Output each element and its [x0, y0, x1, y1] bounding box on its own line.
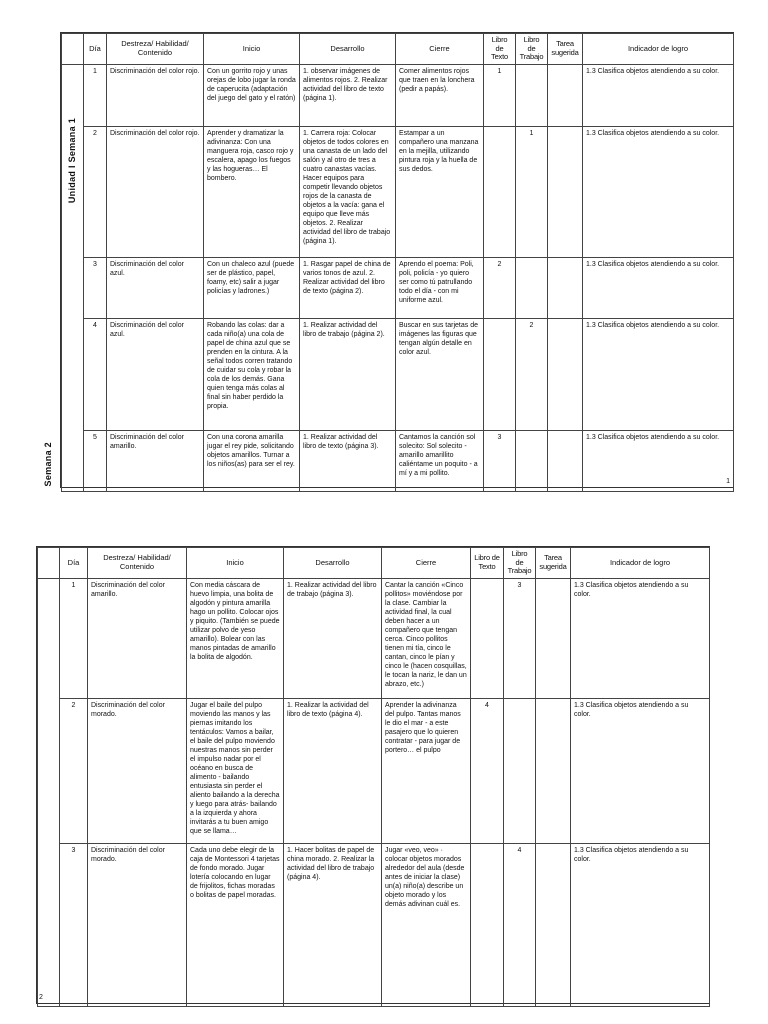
- cell-inicio: Con un gorrito rojo y unas orejas de lobo jugar la ronda de caperucita (adaptación del juego del gato y el ratón): [204, 64, 300, 126]
- cell-dia: 1: [60, 578, 88, 698]
- cell-indicador: 1.3 Clasifica objetos atendiendo a su color.: [571, 843, 710, 1006]
- cell-dia: 2: [84, 126, 107, 257]
- header-row: [62, 34, 734, 65]
- header-libro-trabajo: Libro de Trabajo: [504, 548, 536, 579]
- cell-inicio: Con media cáscara de huevo limpia, una bolita de algodón y pintura amarilla hago un pollito. Colocar ojos y piquito. (También se puede utilizar polvo de yeso amarillo). Bolear con las manos pintadas de amarillo la bolita de algodón.: [187, 578, 284, 698]
- cell-cierre: Aprendo el poema: Poli, poli, policía - yo quiero ser como tú patrullando todo el día - con mi uniforme azul.: [396, 257, 484, 318]
- cell-indicador: 1.3 Clasifica objetos atendiendo a su color.: [583, 257, 734, 318]
- cell-indicador: 1.3 Clasifica objetos atendiendo a su color.: [571, 578, 710, 698]
- cell-tarea: [536, 578, 571, 698]
- cell-destreza: Discriminación del color rojo.: [107, 126, 204, 257]
- cell-cierre: Cantamos la canción sol solecito: Sol solecito - amarillo amarillito caliéntame un poquito - a mí y a mi pollito.: [396, 430, 484, 491]
- cell-libro-trabajo: [516, 257, 548, 318]
- header-libro-texto: Libro de Texto: [484, 34, 516, 65]
- header-desarrollo: Desarrollo: [284, 548, 382, 579]
- cell-dia: 3: [84, 257, 107, 318]
- cell-libro-texto: [471, 843, 504, 1006]
- cell-inicio: Con una corona amarilla jugar el rey pide, solicitando objetos amarillos. Turnar a los niños(as) para ser el rey.: [204, 430, 300, 491]
- header-libro-texto: Libro de Texto: [471, 548, 504, 579]
- table-row: [38, 843, 710, 1006]
- cell-dia: 4: [84, 318, 107, 430]
- cell-tarea: [536, 843, 571, 1006]
- side-label-text: Unidad I Semana 1: [67, 117, 77, 203]
- header-dia: Día: [60, 548, 88, 579]
- cell-libro-trabajo: 2: [516, 318, 548, 430]
- cell-cierre: Comer alimentos rojos que traen en la lonchera (pedir a papás).: [396, 64, 484, 126]
- header-cierre: Cierre: [382, 548, 471, 579]
- cell-destreza: Discriminación del color azul.: [107, 318, 204, 430]
- header-indicador: Indicador de logro: [583, 34, 734, 65]
- cell-libro-trabajo: 1: [516, 126, 548, 257]
- cell-libro-texto: 4: [471, 698, 504, 843]
- cell-cierre: Cantar la canción «Cinco pollitos» moviéndose por la clase. Cambiar la actividad final, la cual deben hacer a un compañero que tengan cerca. Cinco pollitos tienen mi tía, cinco le cantan, cinco le pían y cinco le (hacen cosquillas, le tocan la nariz, le dan un abrazo, etc.): [382, 578, 471, 698]
- cell-desarrollo: 1. Realizar actividad del libro de trabajo (página 2).: [300, 318, 396, 430]
- cell-tarea: [548, 318, 583, 430]
- cell-desarrollo: 1. Rasgar papel de china de varios tonos de azul. 2. Realizar actividad del libro de texto (página 2).: [300, 257, 396, 318]
- cell-destreza: Discriminación del color morado.: [88, 698, 187, 843]
- side-header-blank: [62, 34, 84, 65]
- cell-desarrollo: 1. observar imágenes de alimentos rojos. 2. Realizar actividad del libro de texto (página 1).: [300, 64, 396, 126]
- cell-desarrollo: 1. Carrera roja: Colocar objetos de todos colores en una canasta de un lado del salón y al otro de tres a cuatro canastas vacías. Hacer equipos para competir llevando objetos rojos de la canasta de objetos a la vacía: gana el equipo que lleve más objetos. 2. Realizar actividad del libro de trabajo (página 1).: [300, 126, 396, 257]
- header-libro-trabajo: Libro de Trabajo: [516, 34, 548, 65]
- cell-cierre: Jugar «veo, veo» · colocar objetos morados alrededor del aula (desde antes de iniciar la clase) un(a) niño(a) describe un objeto morado y los demás adivinan cuál es.: [382, 843, 471, 1006]
- cell-indicador: 1.3 Clasifica objetos atendiendo a su color.: [583, 126, 734, 257]
- cell-tarea: [548, 64, 583, 126]
- cell-destreza: Discriminación del color azul.: [107, 257, 204, 318]
- table-row: [62, 126, 734, 257]
- header-cierre: Cierre: [396, 34, 484, 65]
- cell-libro-trabajo: 4: [504, 843, 536, 1006]
- cell-libro-trabajo: [504, 698, 536, 843]
- header-destreza: Destreza/ Habilidad/ Contenido: [107, 34, 204, 65]
- table-row: [62, 318, 734, 430]
- cell-inicio: Jugar el baile del pulpo moviendo las manos y las piernas imitando los tentáculos: Vamos a bailar, el baile del pulpo moviendo nuestras manos sin perder el impulso nadar por el océano en busca de alimento - bailando entusiasta sin perder el aliento bailando a la derecha y luego para atrás- bailando a la izquierda y ahora invitarás a tu buen amigo que se llama…: [187, 698, 284, 843]
- table-row: [62, 257, 734, 318]
- page-number: 2: [39, 994, 43, 1001]
- cell-indicador: 1.3 Clasifica objetos atendiendo a su color.: [583, 64, 734, 126]
- planning-page-1: [60, 32, 734, 488]
- side-label-text: Semana 2: [43, 442, 53, 487]
- week-side-label: [38, 442, 60, 1006]
- cell-indicador: 1.3 Clasifica objetos atendiendo a su color.: [571, 698, 710, 843]
- cell-inicio: Robando las colas: dar a cada niño(a) una cola de papel de china azul que se prenden en la cintura. A la señal todos corren tratando de cuidar su cola y robar la cola de los demás. Gana quien tenga más colas al final sin haber perdido la propia.: [204, 318, 300, 430]
- cell-destreza: Discriminación del color amarillo.: [107, 430, 204, 491]
- cell-cierre: Aprender la adivinanza del pulpo. Tantas manos le dio el mar - a este pasajero que lo quieren contratar - para jugar de portero… el pulpo: [382, 698, 471, 843]
- cell-desarrollo: 1. Hacer bolitas de papel de china morado. 2. Realizar la actividad del libro de trabajo (página 4).: [284, 843, 382, 1006]
- header-inicio: Inicio: [187, 548, 284, 579]
- cell-destreza: Discriminación del color morado.: [88, 843, 187, 1006]
- header-indicador: Indicador de logro: [571, 548, 710, 579]
- cell-libro-texto: 2: [484, 257, 516, 318]
- cell-desarrollo: 1. Realizar la actividad del libro de texto (página 4).: [284, 698, 382, 843]
- cell-libro-trabajo: [516, 430, 548, 491]
- cell-libro-trabajo: [516, 64, 548, 126]
- cell-indicador: 1.3 Clasifica objetos atendiendo a su color.: [583, 430, 734, 491]
- cell-inicio: Con un chaleco azul (puede ser de plástico, papel, foamy, etc) salir a jugar policías y ladrones.): [204, 257, 300, 318]
- cell-libro-texto: [484, 126, 516, 257]
- table-row: [62, 430, 734, 491]
- header-desarrollo: Desarrollo: [300, 34, 396, 65]
- header-dia: Día: [84, 34, 107, 65]
- cell-desarrollo: 1. Realizar actividad del libro de texto (página 3).: [300, 430, 396, 491]
- cell-libro-texto: [484, 318, 516, 430]
- table-row: [38, 578, 710, 698]
- cell-destreza: Discriminación del color amarillo.: [88, 578, 187, 698]
- cell-dia: 2: [60, 698, 88, 843]
- cell-libro-texto: [471, 578, 504, 698]
- cell-desarrollo: 1. Realizar actividad del libro de trabajo (página 3).: [284, 578, 382, 698]
- cell-indicador: 1.3 Clasifica objetos atendiendo a su color.: [583, 318, 734, 430]
- header-tarea: Tarea sugerida: [536, 548, 571, 579]
- cell-dia: 5: [84, 430, 107, 491]
- cell-libro-texto: 1: [484, 64, 516, 126]
- cell-tarea: [548, 430, 583, 491]
- cell-tarea: [548, 126, 583, 257]
- cell-cierre: Estampar a un compañero una manzana en la mejilla, utilizando pintura roja y la huella de sus dedos.: [396, 126, 484, 257]
- header-destreza: Destreza/ Habilidad/ Contenido: [88, 548, 187, 579]
- cell-libro-texto: 3: [484, 430, 516, 491]
- header-tarea: Tarea sugerida: [548, 34, 583, 65]
- cell-dia: 1: [84, 64, 107, 126]
- cell-inicio: Cada uno debe elegir de la caja de Montessori 4 tarjetas de fondo morado. Jugar lotería colocando en lugar de frijolitos, fichas moradas o bolitas de papel moradas.: [187, 843, 284, 1006]
- cell-inicio: Aprender y dramatizar la adivinanza: Con una manguera roja, casco rojo y escalera, apago los fuegos y las hogueras… El bombero.: [204, 126, 300, 257]
- table-row: [62, 64, 734, 126]
- unit-week-side-label: [62, 64, 84, 491]
- cell-libro-trabajo: 3: [504, 578, 536, 698]
- cell-tarea: [536, 698, 571, 843]
- cell-dia: 3: [60, 843, 88, 1006]
- header-inicio: Inicio: [204, 34, 300, 65]
- side-header-blank: [38, 548, 60, 579]
- cell-destreza: Discriminación del color rojo.: [107, 64, 204, 126]
- table-row: [38, 698, 710, 843]
- cell-tarea: [548, 257, 583, 318]
- cell-cierre: Buscar en sus tarjetas de imágenes las figuras que tengan algún detalle en color azul.: [396, 318, 484, 430]
- header-row: [38, 548, 710, 579]
- page-number: 1: [726, 478, 730, 485]
- planning-table-week-1: [61, 33, 734, 492]
